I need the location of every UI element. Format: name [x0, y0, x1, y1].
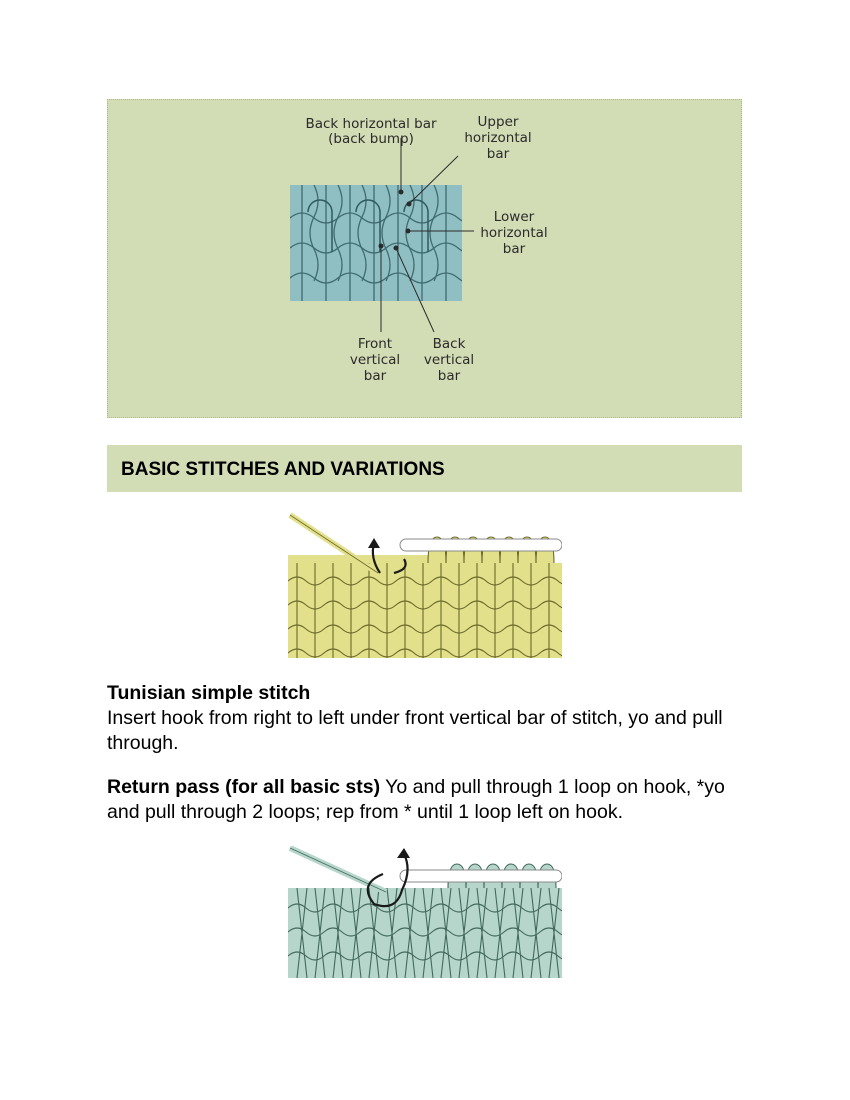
label-front-vertical-1: Front [357, 336, 393, 352]
label-lower-horizontal-1: Lower [493, 209, 535, 225]
label-lower-horizontal-3: bar [502, 241, 526, 257]
tunisian-simple-stitch-instruction: Insert hook from right to left under front vertical bar of stitch, yo and pull through. [107, 707, 723, 754]
label-front-vertical-2: vertical [349, 352, 401, 368]
label-back-vertical-1: Back [432, 336, 466, 352]
stitch-anatomy-panel [107, 99, 742, 418]
knit-swatch-illustration [290, 185, 482, 301]
label-back-horizontal-bar: Back horizontal bar [305, 116, 437, 132]
tunisian-simple-stitch-heading: Tunisian simple stitch [107, 682, 311, 704]
label-back-bump: (back bump) [328, 131, 414, 147]
label-lower-horizontal-2: horizontal [480, 225, 548, 241]
return-pass-heading: Return pass (for all basic sts) [107, 776, 381, 798]
label-back-vertical-2: vertical [423, 352, 475, 368]
return-pass-instruction: Yo and pull through 1 loop on hook, *yo and pull through 2 loops; rep from * until 1 loop left on hook. [107, 776, 725, 823]
label-back-vertical-3: bar [437, 368, 461, 384]
stitch-anatomy-diagram [108, 100, 743, 419]
label-upper-horizontal-1: Upper [477, 114, 519, 130]
return-pass-paragraph [107, 775, 747, 825]
tunisian-simple-stitch-illustration [288, 513, 562, 658]
label-front-vertical-3: bar [363, 368, 387, 384]
label-upper-horizontal-2: horizontal [464, 130, 532, 146]
section-header [107, 445, 742, 492]
tunisian-simple-stitch-paragraph [107, 681, 747, 756]
return-pass-illustration [288, 846, 562, 978]
section-title: BASIC STITCHES AND VARIATIONS [121, 459, 445, 480]
label-upper-horizontal-3: bar [486, 146, 510, 162]
